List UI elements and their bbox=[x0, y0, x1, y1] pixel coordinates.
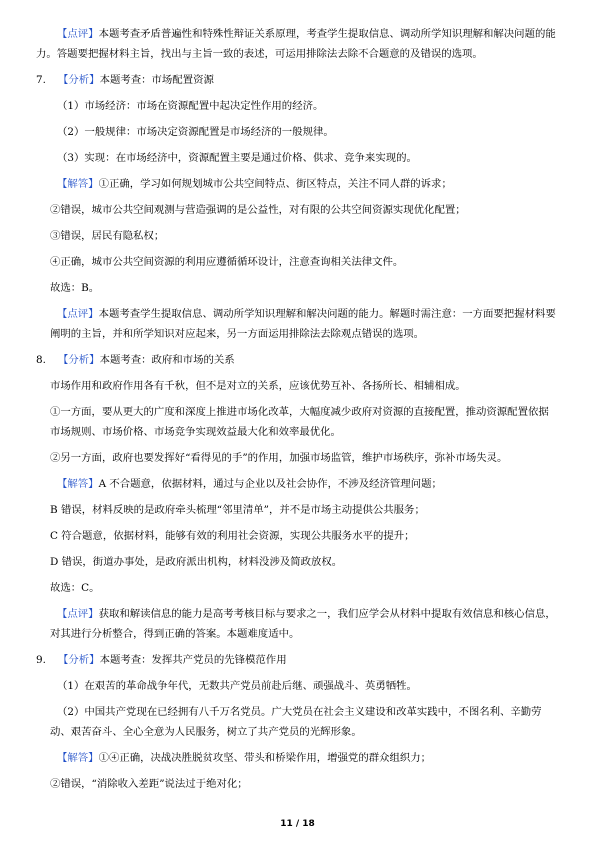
line-text: D 错误，街道办事处，是政府派出机构，材料没涉及简政放权。 bbox=[50, 556, 343, 568]
line-text: （1）在艰苦的革命战争年代，无数共产党员前赴后继、顽强战斗、英勇牺牲。 bbox=[57, 680, 417, 692]
text-line bbox=[57, 751, 431, 765]
text-line bbox=[36, 653, 287, 667]
question-number: 7. bbox=[36, 74, 46, 86]
line-text: ②另一方面，政府也要发挥好“看得见的手”的作用，加强市场监管，维护市场秩序，弥补市场失灵。 bbox=[50, 452, 508, 464]
line-text: 本题考查：市场配置资源 bbox=[99, 74, 214, 86]
section-tag: 【点评】 bbox=[57, 608, 99, 620]
line-text: 故选：B。 bbox=[50, 282, 100, 294]
section-tag: 【点评】 bbox=[57, 308, 99, 320]
line-text: 本题考查：政府和市场的关系 bbox=[99, 354, 235, 366]
text-line bbox=[50, 451, 507, 465]
line-text: （2）中国共产党现在已经拥有八千万名党员。广大党员在社会主义建设和改革实践中，不图名利、辛勤劳 bbox=[57, 706, 542, 718]
text-line bbox=[57, 125, 334, 139]
line-text: 对其进行分析整合，得到正确的答案。本题难度适中。 bbox=[50, 628, 300, 640]
line-text: ①一方面，要从更大的广度和深度上推进市场化改革，大幅度减少政府对资源的直接配置，推动资源配置依据 bbox=[50, 406, 549, 418]
line-text: ①正确，学习如何规划城市公共空间特点、街区特点，关注不同人群的诉求； bbox=[98, 178, 452, 190]
line-text: 阐明的主旨，并和所学知识对应起来，另一方面运用排除法去除观点错误的选项。 bbox=[50, 328, 425, 340]
line-text: 市场规则、市场价格、市场竞争实现效益最大化和效率最优化。 bbox=[50, 426, 341, 438]
text-line bbox=[57, 27, 556, 41]
section-tag: 【解答】 bbox=[57, 178, 99, 190]
text-line bbox=[57, 177, 452, 191]
text-line bbox=[50, 627, 299, 641]
text-line bbox=[57, 151, 417, 165]
text-line bbox=[50, 725, 362, 739]
section-tag: 【分析】 bbox=[58, 354, 100, 366]
text-line bbox=[57, 705, 542, 719]
text-line bbox=[50, 255, 403, 269]
line-text: ②错误，“消除收入差距”说法过于绝对化； bbox=[50, 778, 248, 790]
line-text: 力。答题要把握材料主旨，找出与主旨一致的表述，可运用排除法去除不合题意的及错误的选项。 bbox=[36, 48, 483, 60]
text-line bbox=[50, 777, 248, 791]
line-text: （2）一般规律：市场决定资源配置是市场经济的一般规律。 bbox=[57, 126, 334, 138]
section-tag: 【点评】 bbox=[57, 28, 99, 40]
line-text: ②错误，城市公共空间观测与营造强调的是公益性，对有限的公共空间资源实现优化配置； bbox=[50, 204, 466, 216]
line-text: A 不合题意，依据材料，通过与企业以及社会协作，不涉及经济管理问题； bbox=[98, 478, 442, 490]
section-tag: 【解答】 bbox=[57, 478, 99, 490]
line-text: ①④正确，决战决胜脱贫攻坚、带头和桥梁作用，增强党的群众组织力； bbox=[98, 752, 432, 764]
section-tag: 【分析】 bbox=[58, 74, 100, 86]
text-line bbox=[50, 425, 341, 439]
text-line bbox=[50, 555, 342, 569]
question-number: 8. bbox=[36, 354, 46, 366]
text-line bbox=[57, 679, 417, 693]
text-line bbox=[36, 47, 483, 61]
text-line bbox=[36, 73, 214, 87]
line-text: ③错误，居民有隐私权； bbox=[50, 230, 165, 242]
line-text: （3）实现：在市场经济中，资源配置主要是通过价格、供求、竞争来实现的。 bbox=[57, 152, 417, 164]
line-text: ④正确，城市公共空间资源的利用应遵循循环设计，注意查询相关法律文件。 bbox=[50, 256, 404, 268]
line-text: 本题考查：发挥共产党员的先锋模范作用 bbox=[99, 654, 287, 666]
line-text: 本题考查学生提取信息、调动所学知识理解和解决问题的能力。解题时需注意：一方面要把握材料要 bbox=[98, 308, 556, 320]
section-tag: 【分析】 bbox=[58, 654, 100, 666]
section-tag: 【解答】 bbox=[57, 752, 99, 764]
line-text: 获取和解读信息的能力是高考考核目标与要求之一，我们应学会从材料中提取有效信息和核心信息， bbox=[98, 608, 556, 620]
text-line bbox=[36, 353, 235, 367]
text-line bbox=[57, 307, 556, 321]
text-line bbox=[50, 229, 164, 243]
text-line bbox=[57, 477, 442, 491]
line-text: C 符合题意，依据材料，能够有效的利用社会资源，实现公共服务水平的提升； bbox=[50, 530, 415, 542]
line-text: 市场作用和政府作用各有千秋，但不是对立的关系，应该优势互补、各扬所长、相辅相成。 bbox=[50, 380, 466, 392]
text-line bbox=[57, 99, 323, 113]
line-text: B 错误，材料反映的是政府牵头梳理“邻里清单”，并不是市场主动提供公共服务； bbox=[50, 504, 425, 516]
line-text: （1）市场经济：市场在资源配置中起决定性作用的经济。 bbox=[57, 100, 324, 112]
text-line bbox=[50, 581, 100, 595]
text-line bbox=[50, 281, 99, 295]
line-text: 动、艰苦奋斗、全心全意为人民服务，树立了共产党员的光辉形象。 bbox=[50, 726, 362, 738]
line-text: 故选：C。 bbox=[50, 582, 100, 594]
page-number: 11 / 18 bbox=[280, 819, 315, 829]
text-line bbox=[50, 379, 466, 393]
text-line bbox=[50, 529, 415, 543]
line-text: 本题考查矛盾普遍性和特殊性辩证关系原理，考查学生提取信息、调动所学知识理解和解决问题的能 bbox=[98, 28, 556, 40]
text-line bbox=[50, 327, 424, 341]
text-line bbox=[50, 203, 466, 217]
text-line bbox=[50, 405, 549, 419]
question-number: 9. bbox=[36, 654, 46, 666]
text-line bbox=[50, 503, 425, 517]
text-line bbox=[57, 607, 556, 621]
